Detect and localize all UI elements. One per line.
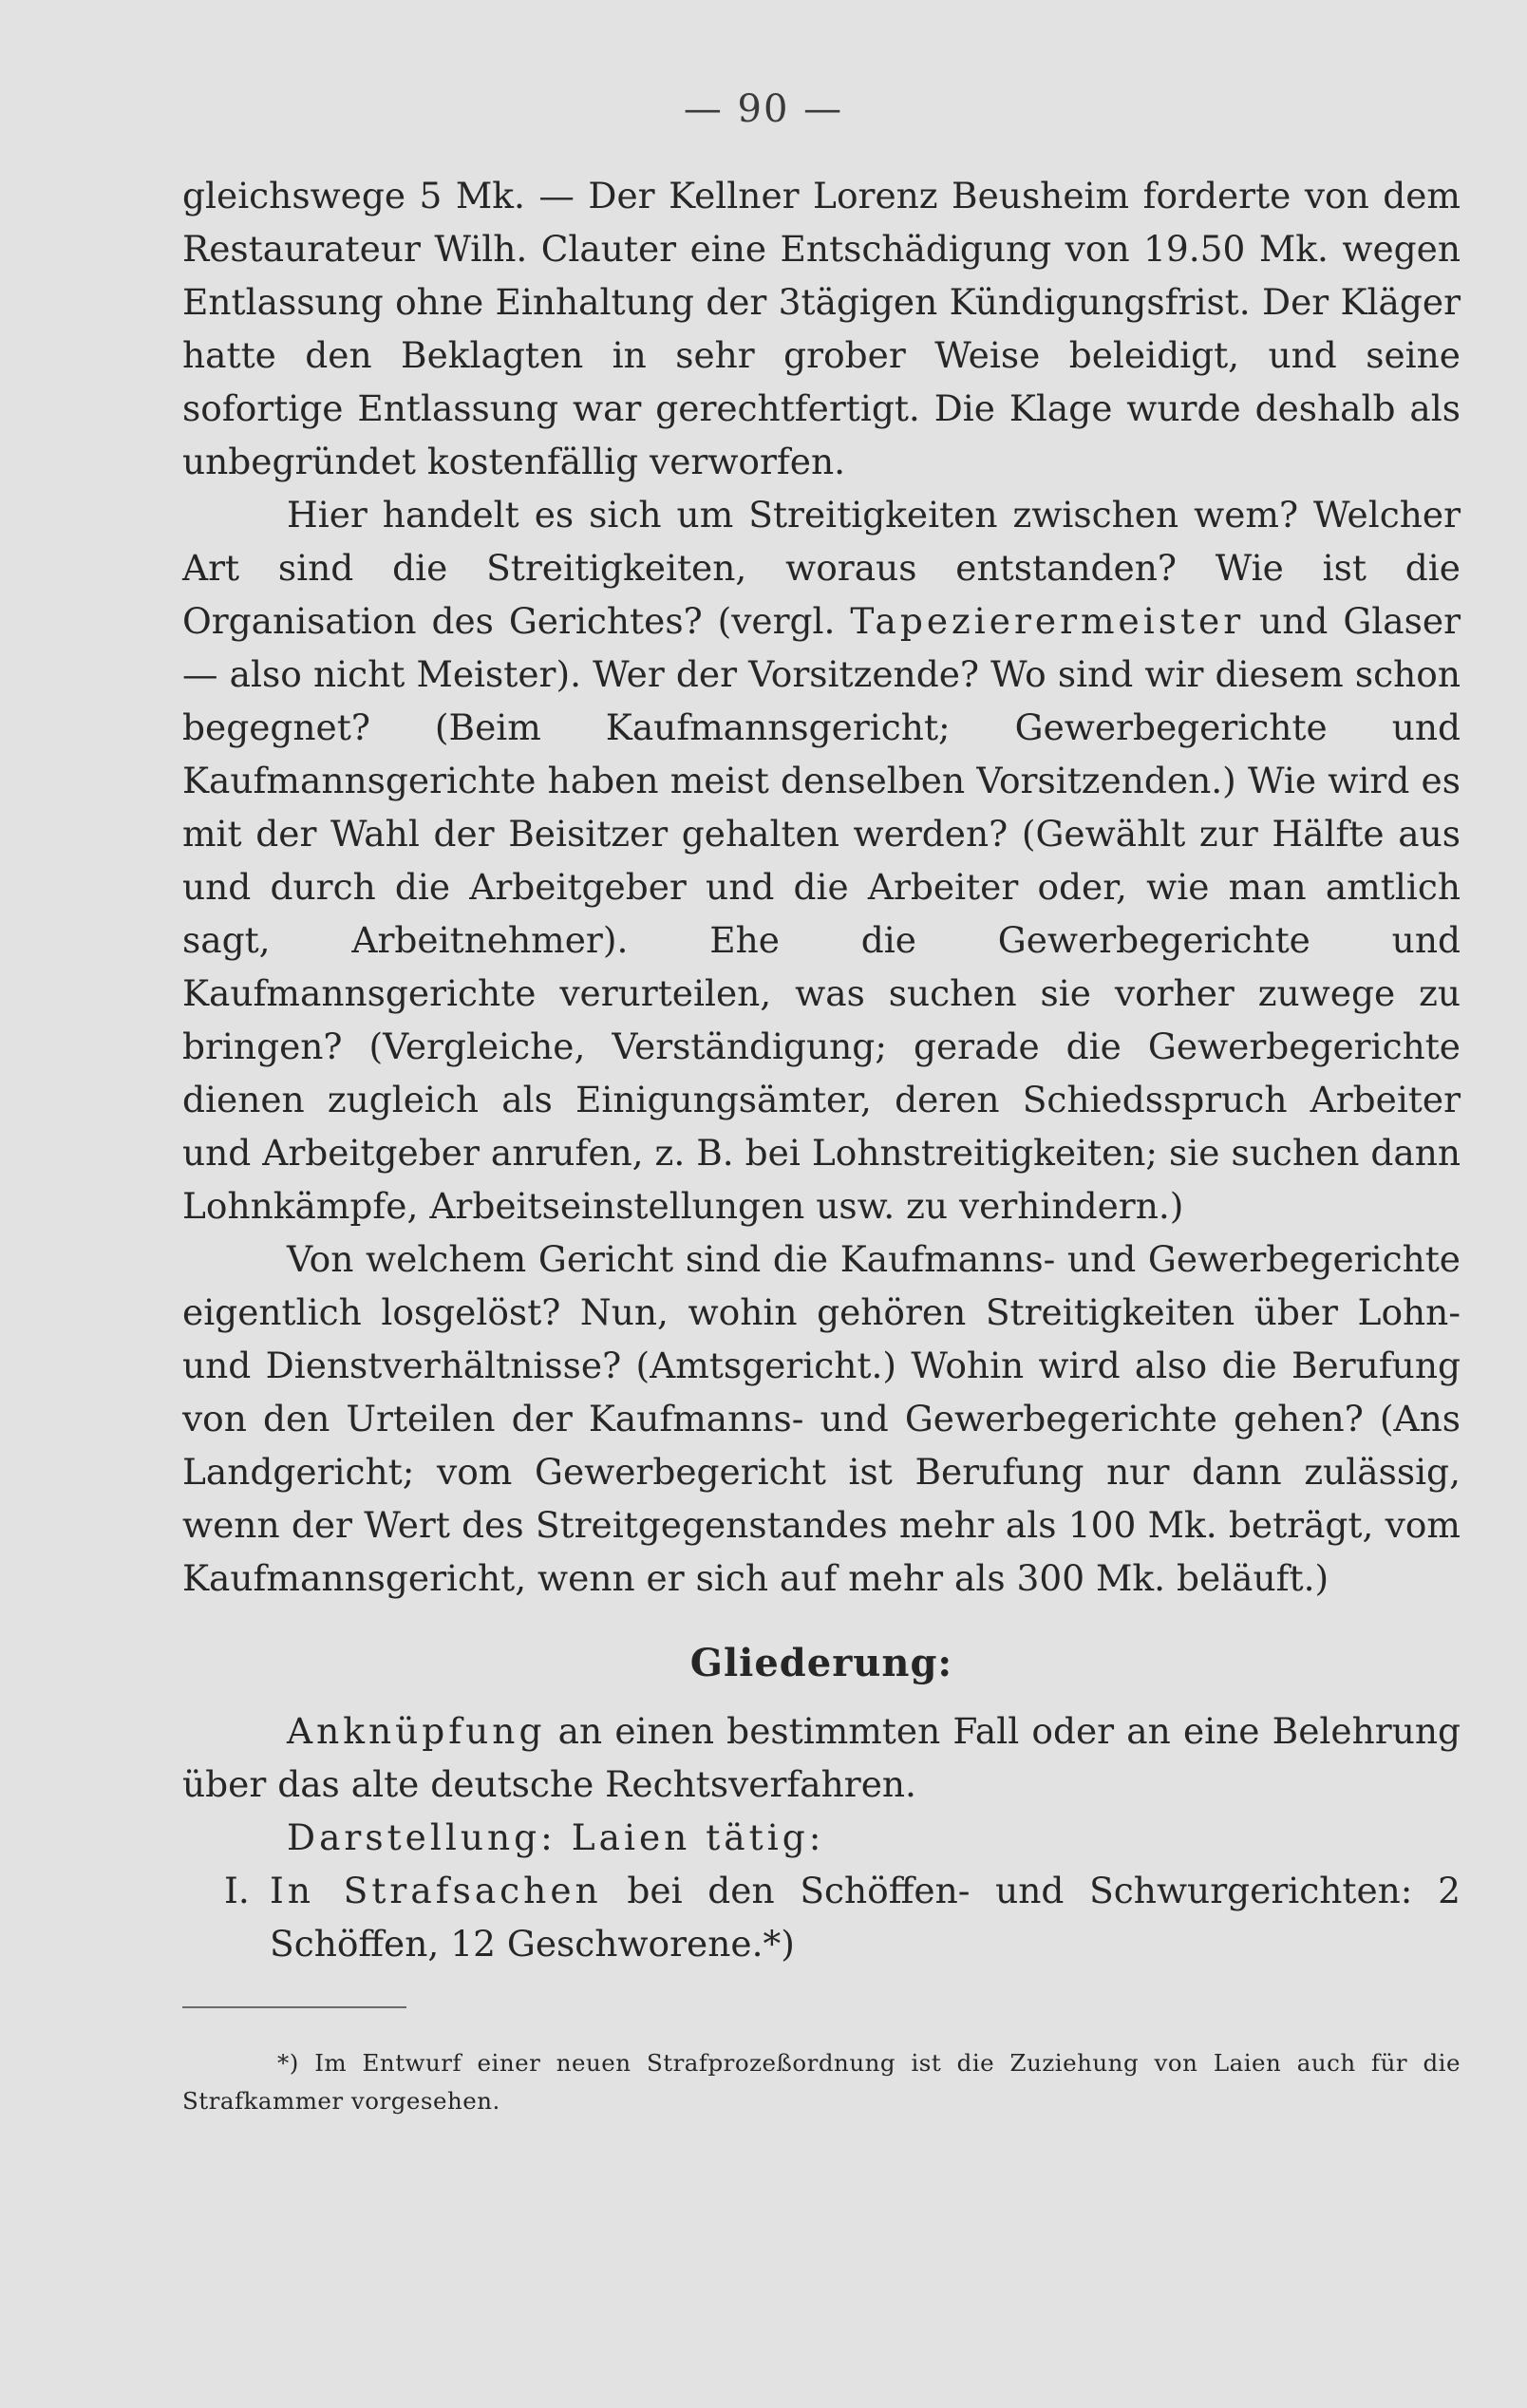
paragraph-court-case: gleichswege 5 Mk. — Der Kellner Lorenz Beusheim forderte von dem Restaurateur Wilh. Clauter eine Entschädigung von 19.50 Mk. wegen Entlassung ohne Einhaltung der 3tägigen Kündigungsfrist. Der Kläger hatte den Beklagten in sehr grober Weise beleidigt, und seine sofortige Entlassung war gerechtfertigt. Die Klage wurde deshalb als unbegründet kostenfällig verworfen.	[182, 175, 1461, 482]
anknuepfung-text: an einen bestimmten Fall oder an eine Belehrung über das alte deutsche Rechtsverfahren.	[182, 1710, 1461, 1805]
list-number: I.	[224, 1870, 250, 1911]
spaced-term-strafsachen: In Strafsachen	[270, 1870, 602, 1911]
item-1-rest: bei den Schöffen- und Schwurgerichten: 2 Schöffen, 12 Geschworene.*)	[270, 1870, 1461, 1965]
spaced-term-anknuepfung: Anknüpfung	[287, 1710, 546, 1752]
questions-text-end: und Glaser — also nicht Meister). Wer der Vorsitzende? Wo sind wir diesem schon begegnet? (Beim Kaufmannsgericht; Gewerbegerichte und Kaufmannsgerichte haben meist denselben Vorsitzenden.) Wie wird es mit der Wahl der Beisitzer gehalten werden? (Gewählt zur Hälfte aus und durch die Arbeitgeber und die Arbeiter oder, wie man amtlich sagt, Arbeitnehmer). Ehe die Gewerbegerichte und Kaufmannsgerichte verurteilen, was suchen sie vorher zuwege zu bringen? (Vergleiche, Verständigung; gerade die Gewerbegerichte dienen zugleich als Einigungsämter, deren Schiedsspruch Arbeiter und Arbeitgeber anrufen, z. B. bei Lohnstreitigkeiten; sie suchen dann Lohnkämpfe, Arbeitseinstellungen usw. zu verhindern.)	[182, 600, 1461, 1227]
outline-item-1	[182, 1864, 1461, 1970]
page-body	[182, 169, 1461, 2144]
paragraph-questions-organisation	[182, 488, 1461, 1232]
outline-item-1-text	[270, 1864, 1461, 1970]
outline-anknuepfung	[182, 1704, 1461, 1811]
section-heading: Gliederung:	[689, 1641, 953, 1685]
questions-text-start: Hier handelt es sich um Streitigkeiten zwischen wem? Welcher Art sind die Streitigkeiten, woraus entstanden? Wie ist die Organisation des Gerichtes? (vergl.	[182, 494, 1461, 642]
paragraph-appeal: Von welchem Gericht sind die Kaufmanns- und Gewerbegerichte eigentlich losgelöst? Nun, wohin gehören Streitigkeiten über Lohn- und Dienstverhältnisse? (Amtsgericht.) Wohin wird also die Berufung von den Urteilen der Kaufmanns- und Gewerbegerichte gehen? (Ans Landgericht; vom Gewerbegericht ist Berufung nur dann zulässig, wenn der Wert des Streitgegenstandes mehr als 100 Mk. beträgt, vom Kaufmannsgericht, wenn er sich auf mehr als 300 Mk. beläuft.)	[182, 1238, 1461, 1599]
spaced-term-tapezierermeister: Tapezierermeister	[850, 600, 1245, 642]
footnote-divider	[182, 2006, 406, 2008]
outline-darstellung: Darstellung: Laien tätig:	[287, 1816, 825, 1858]
footnote: *) Im Entwurf einer neuen Strafprozeßordnung ist die Zuziehung von Laien auch für die Strafkammer vorgesehen.	[182, 2049, 1461, 2115]
page-number: — 90 —	[683, 87, 844, 131]
